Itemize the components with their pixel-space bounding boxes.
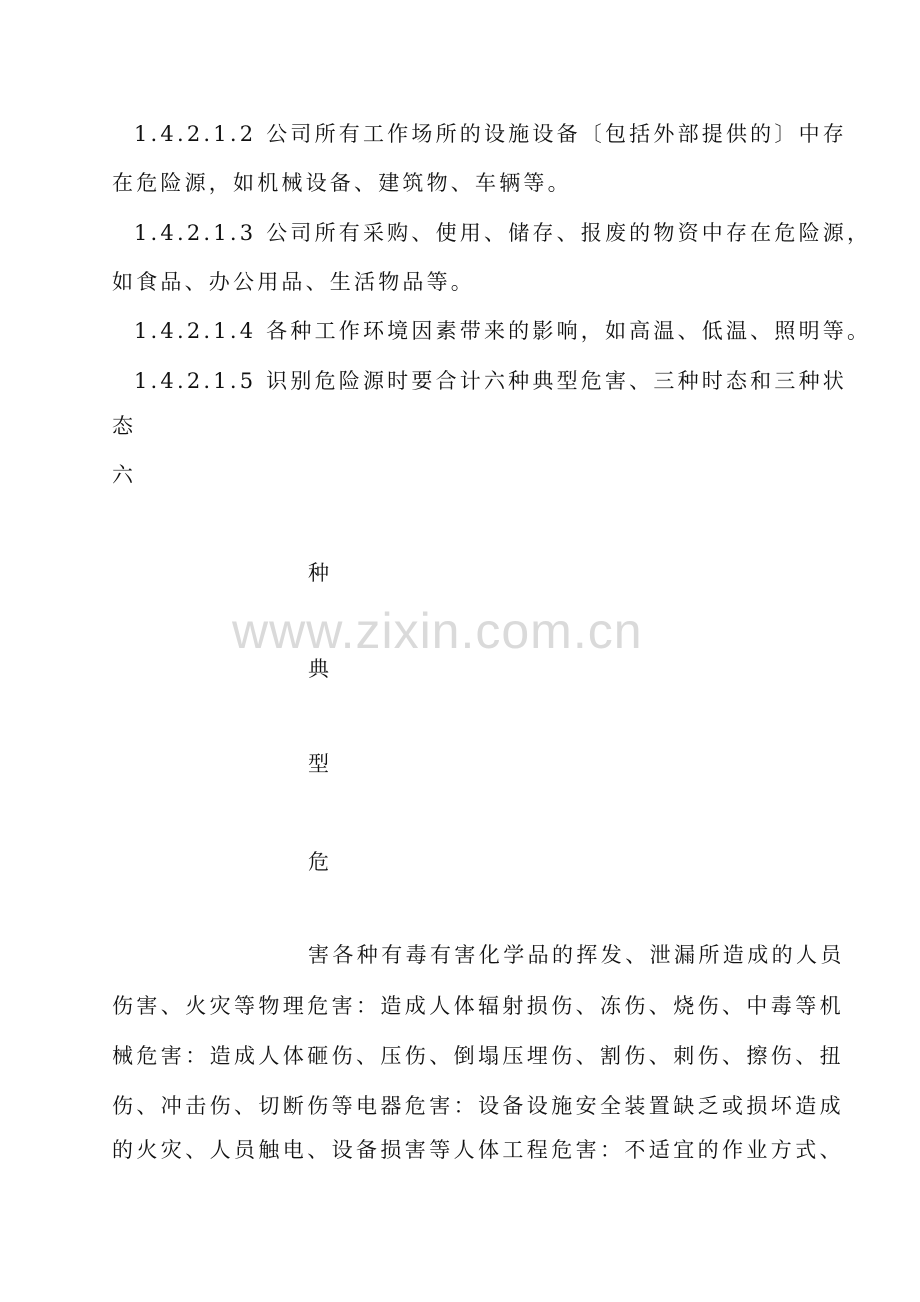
- vertical-char-3: 型: [308, 752, 329, 776]
- watermark: www.zixin.com.cn: [232, 603, 643, 659]
- text-line-1: 1.4.2.1.2 公司所有工作场所的设施设备〔包括外部提供的〕中存: [134, 122, 847, 146]
- paragraph-line-4: 伤、冲击伤、切断伤等电器危害：设备设施安全装置缺乏或损坏造成: [112, 1094, 844, 1118]
- vertical-char-2: 典: [308, 657, 329, 681]
- vertical-char-1: 种: [308, 561, 329, 585]
- paragraph-line-5: 的火灾、人员触电、设备损害等人体工程危害：不适宜的作业方式、: [112, 1138, 844, 1162]
- paragraph-line-3: 械危害：造成人体砸伤、压伤、倒塌压埋伤、割伤、刺伤、擦伤、扭: [112, 1044, 844, 1068]
- text-line-7: 态: [112, 414, 137, 438]
- vertical-char-4: 危: [308, 850, 329, 874]
- text-line-5: 1.4.2.1.4 各种工作环境因素带来的影响，如高温、低温、照明等。: [134, 319, 872, 343]
- text-line-3: 1.4.2.1.3 公司所有采购、使用、储存、报废的物资中存在危险源，: [134, 221, 872, 245]
- text-line-4: 如食品、办公用品、生活物品等。: [112, 270, 475, 294]
- text-line-6: 1.4.2.1.5 识别危险源时要合计六种典型危害、三种时态和三种状: [134, 369, 847, 393]
- paragraph-line-2: 伤害、火灾等物理危害：造成人体辐射损伤、冻伤、烧伤、中毒等机: [112, 994, 844, 1018]
- text-line-8: 六: [112, 463, 137, 487]
- text-line-2: 在危险源，如机械设备、建筑物、车辆等。: [112, 171, 572, 195]
- paragraph-line-1: 害各种有毒有害化学品的挥发、泄漏所造成的人员: [308, 943, 845, 967]
